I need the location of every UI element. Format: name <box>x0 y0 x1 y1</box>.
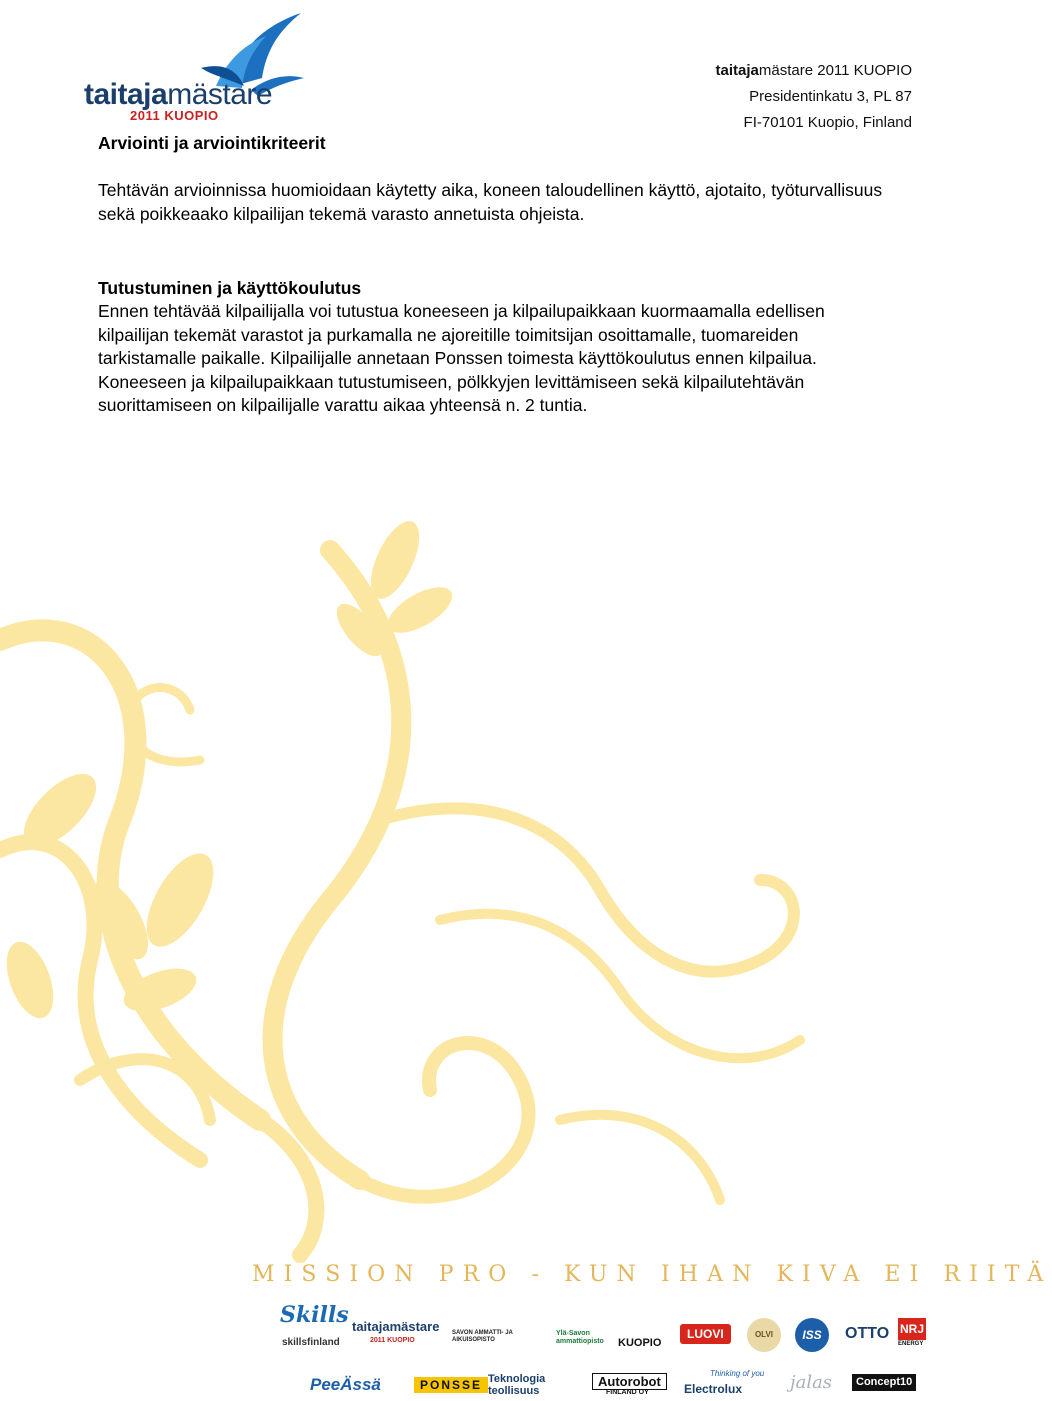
sponsor-electrolux-tagline: Thinking of you <box>710 1369 765 1378</box>
sponsor-taitajamastare-sub: 2011 KUOPIO <box>370 1337 415 1344</box>
evaluation-paragraph: Tehtävän arvioinnissa huomioidaan käytetty aika, koneen taloudellinen käyttö, ajotaito, työturvallisuus sekä poikkeaako kilpailijan tekemä varasto annetuista ohjeista. <box>98 180 883 224</box>
sponsor-nrj: NRJ <box>898 1318 926 1340</box>
sponsor-teknologia-teollisuus: Teknologia teollisuus <box>488 1373 546 1397</box>
sponsor-otto: OTTO <box>845 1325 890 1342</box>
sponsor-olvi: OLVI <box>747 1318 781 1352</box>
address-block <box>716 58 912 136</box>
logo-subtitle: 2011 KUOPIO <box>130 108 219 123</box>
training-paragraph: Ennen tehtävää kilpailijalla voi tutustua koneeseen ja kilpailupaikkaan kuormaamalla edellisen kilpailijan tekemät varastot ja purkamalla ne ajoreitille toimitsijan osoittamalle, tuomareiden tarkistamalle paikalle. Kilpailijalle annetaan Ponssen toimesta käyttökoulutus ennen kilpailua. Koneeseen ja kilpailupaikkaan tutustumiseen, pölkkyjen levittämiseen sekä kilpailutehtävän suorittamiseen on kilpailijalle varattu aikaa yhteensä n. 2 tuntia. <box>98 301 825 415</box>
sponsor-yla-savon: Ylä-Savon ammattiopisto <box>556 1330 604 1346</box>
sponsor-kuopio: KUOPIO <box>618 1337 662 1349</box>
address-line-1: taitajamästare 2011 KUOPIO <box>715 62 912 79</box>
sponsor-concept10: Concept10 <box>852 1374 916 1391</box>
sponsor-skills: Skills <box>280 1302 349 1328</box>
sponsor-autorobot-sub: FINLAND OY <box>606 1389 649 1396</box>
section-heading-training: Tutustuminen ja käyttökoulutus <box>98 278 362 298</box>
sponsor-luovi: LUOVI <box>680 1324 731 1344</box>
sponsor-ponsse: PONSSE <box>414 1377 488 1393</box>
sponsor-electrolux: Electrolux <box>684 1382 743 1396</box>
sponsor-skillsfinland: skillsfinland <box>282 1337 340 1348</box>
logo-wordmark: taitajamästare <box>84 78 273 111</box>
address-line-3: FI-70101 Kuopio, Finland <box>743 114 912 131</box>
section-heading-evaluation: Arviointi ja arviointikriteerit <box>98 133 326 153</box>
sponsor-jalas: jalas <box>790 1372 833 1393</box>
floral-ornament-icon <box>0 520 960 1260</box>
sponsor-savon-ammatti: SAVON AMMATTI- JA AIKUISOPISTO <box>452 1330 513 1344</box>
mission-slogan: MISSION PRO - KUN IHAN KIVA EI RIITÄ <box>252 1262 1052 1287</box>
address-line-2: Presidentinkatu 3, PL 87 <box>749 88 912 105</box>
sponsor-taitajamastare: taitajamästare <box>352 1319 440 1334</box>
taitajamastare-logo <box>78 8 318 123</box>
sponsor-iss: ISS <box>795 1318 829 1352</box>
sponsor-energy: ENERGY <box>898 1341 924 1347</box>
sponsor-autorobot: Autorobot <box>592 1373 667 1390</box>
sponsor-peeassa: PeeÄssä <box>310 1375 381 1394</box>
